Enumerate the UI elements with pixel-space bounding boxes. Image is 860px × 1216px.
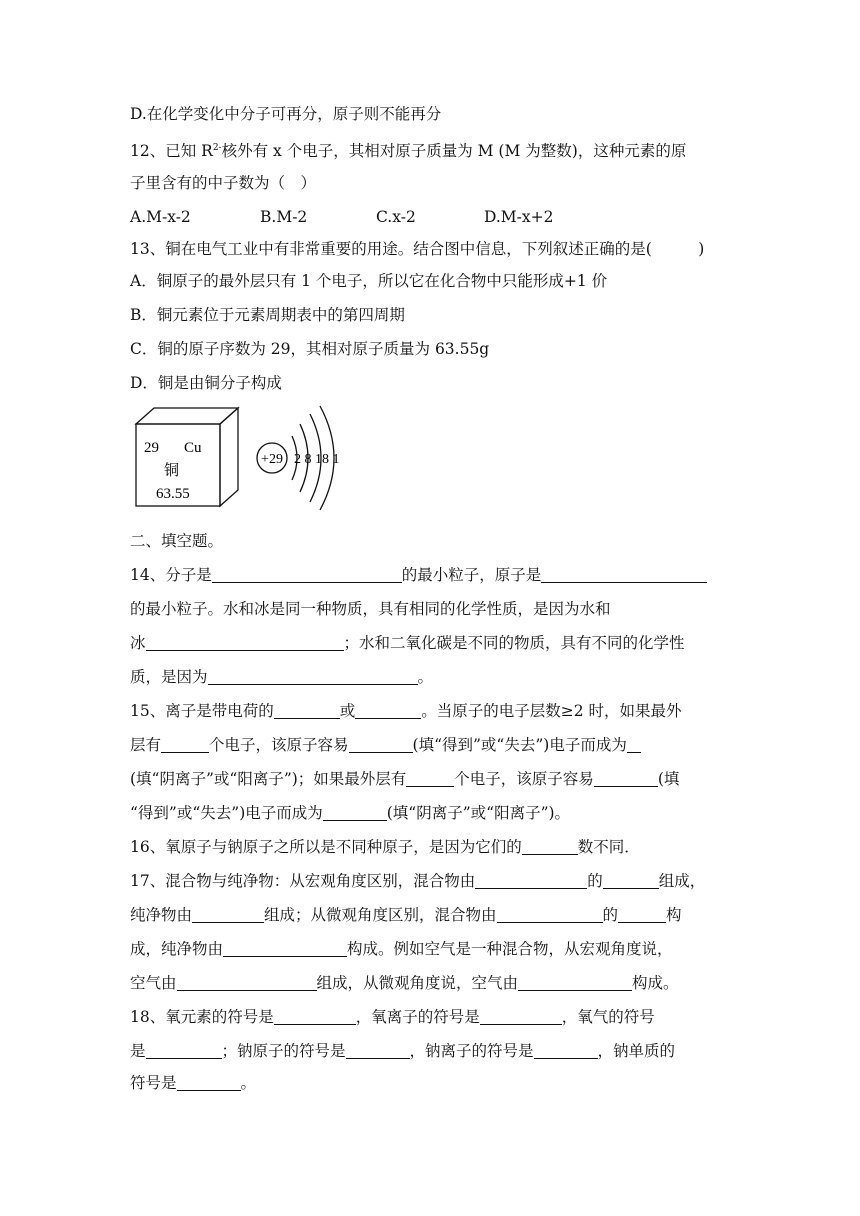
q17-text: 17、混合物与纯净物：从宏观角度区别，混合物由 [130,872,476,890]
q12-options [130,206,554,228]
q15-blank-8[interactable] [323,804,387,821]
q15-blank-1[interactable] [274,702,340,719]
q18-text: 18、氧元素的符号是 [130,1008,274,1026]
q14-line2: 的最小粒子。水和冰是同一种物质，具有相同的化学性质，是因为水和 [130,600,611,618]
q15-blank-4[interactable] [349,736,413,753]
q18-line1 [130,1006,655,1028]
element-mass: 63.55 [156,486,190,502]
section-title: 二、填空题。 [130,532,224,550]
q18-blank-2[interactable] [480,1008,562,1025]
q15-text: (填 [657,770,680,788]
q12-option-c: C.x-2 [376,208,416,226]
q13-option-d: D．铜是由铜分子构成 [130,374,282,392]
q18-text: ；钠原子的符号是 [221,1042,346,1060]
q14-text: 冰 [130,634,146,652]
q16-text: 16、氧原子与钠原子之所以是不同种原子，是因为它们的 [130,838,522,856]
q18-text: ，钠单质的 [597,1042,676,1060]
q17-text: 构成。 [632,974,679,992]
q15-blank-5[interactable] [627,736,641,753]
nucleus-charge: +29 [261,452,283,467]
q16-line [130,836,640,858]
q12-option-b: B.M-2 [260,208,308,226]
q15-text: (填“阴离子”或“阳离子”)。 [386,804,571,822]
element-symbol: Cu [184,440,202,456]
q15-text: 15、离子是带电荷的 [130,702,274,720]
q17-text: 纯净物由 [130,906,193,924]
q17-text: 的 [602,906,619,924]
q18-text: 。 [240,1074,257,1092]
q15-text: (填“得到”或“失去”)电子而成为 [412,736,627,754]
element-number: 29 [144,440,159,456]
q18-blank-4[interactable] [346,1042,410,1059]
q17-blank-1[interactable] [475,872,587,889]
q11-option-d: D.在化学变化中分子可再分，原子则不能再分 [130,105,442,123]
q12-option-a: A.M-x-2 [130,208,191,226]
q12-option-d: D.M-x+2 [484,208,554,226]
q17-text: 的 [587,872,603,890]
q14-line3 [130,632,685,654]
q15-text: 个电子，该原子容易 [209,736,349,754]
q18-blank-6[interactable] [177,1074,241,1091]
q16-blank[interactable] [522,838,578,855]
copper-figure [130,402,360,512]
q18-blank-3[interactable] [146,1042,222,1059]
q15-text: 。当原子的电子层数≥2 时，如果最外 [421,702,682,720]
q14-line1 [130,564,707,586]
q17-text: 成，纯净物由 [130,940,224,958]
q17-text: 组成；从微观角度区别，混合物由 [264,906,497,924]
q18-line3 [130,1072,256,1094]
q17-text: 组成，从微观角度说，空气由 [316,974,519,992]
q13-option-b: B．铜元素位于元素周期表中的第四周期 [130,306,405,324]
shell-electrons: 2 8 18 1 [294,452,340,467]
q15-text: 个电子，该原子容易 [454,770,594,788]
atom-structure-diagram [257,406,340,510]
q18-blank-1[interactable] [274,1008,356,1025]
q18-text: ，氧气的符号 [561,1008,655,1026]
q17-blank-4[interactable] [497,906,603,923]
q12-stem-a: 12、已知 R [130,142,213,160]
q18-text: 符号是 [130,1074,177,1092]
q14-blank-3[interactable] [146,634,344,651]
q15-blank-2[interactable] [355,702,421,719]
q17-text: 空气由 [130,974,177,992]
q17-blank-6[interactable] [223,940,347,957]
q15-text: 或 [339,702,356,720]
element-card [136,408,238,506]
q17-blank-5[interactable] [618,906,666,923]
q12-stem-line2: 子里含有的中子数为（ ） [130,174,317,192]
q14-blank-1[interactable] [212,566,402,583]
q17-line3 [130,938,673,960]
q16-text: 数不同． [577,838,640,856]
q12-stem-b: 核外有 x 个电子，其相对原子质量为 M (M 为整数)，这种元素的原 [221,142,687,160]
q17-blank-7[interactable] [177,974,317,991]
q17-blank-2[interactable] [603,872,659,889]
q13-option-c: C．铜的原子序数为 29，其相对原子质量为 63.55g [130,340,490,358]
q17-line1 [130,870,705,892]
q14-text: 质，是因为 [130,668,208,686]
q17-line2 [130,904,682,926]
q12-stem-line1 [130,140,686,162]
q17-text: 组成， [658,872,706,890]
q14-blank-2[interactable] [541,566,707,583]
q15-blank-7[interactable] [594,770,658,787]
q15-text: (填“阴离子”或“阳离子”)；如果最外层有 [130,770,407,788]
q17-blank-8[interactable] [518,974,632,991]
q18-text: 是 [130,1042,146,1060]
q13-stem: 13、铜在电气工业中有非常重要的用途。结合图中信息，下列叙述正确的是( ) [130,240,705,258]
q13-option-a: A．铜原子的最外层只有 1 个电子，所以它在化合物中只能形成+1 价 [130,272,608,290]
q17-line4 [130,972,679,994]
q14-text: 。 [417,668,434,686]
q14-blank-4[interactable] [208,668,418,685]
q15-blank-6[interactable] [406,770,454,787]
q14-text: ；水和二氧化碳是不同的物质，具有不同的化学性 [343,634,685,652]
q15-line2 [130,734,641,756]
q17-text: 构成。例如空气是一种混合物，从宏观角度说， [347,940,673,958]
q18-text: ，氧离子的符号是 [355,1008,480,1026]
q15-line3 [130,768,679,790]
q17-text: 构 [666,906,682,924]
q14-text: 14、分子是 [130,566,212,584]
q12-charge: 2- [212,143,222,153]
q15-text: “得到”或“失去”)电子而成为 [130,804,323,822]
q17-blank-3[interactable] [192,906,264,923]
q14-text: 的最小粒子，原子是 [401,566,542,584]
q14-line4 [130,666,433,688]
q18-blank-5[interactable] [534,1042,598,1059]
q15-blank-3[interactable] [161,736,209,753]
q15-line4 [130,802,570,824]
q18-line2 [130,1040,675,1062]
q18-text: ，钠离子的符号是 [409,1042,534,1060]
q15-text: 层有 [130,736,162,754]
element-name: 铜 [164,463,180,479]
q15-line1 [130,700,682,722]
